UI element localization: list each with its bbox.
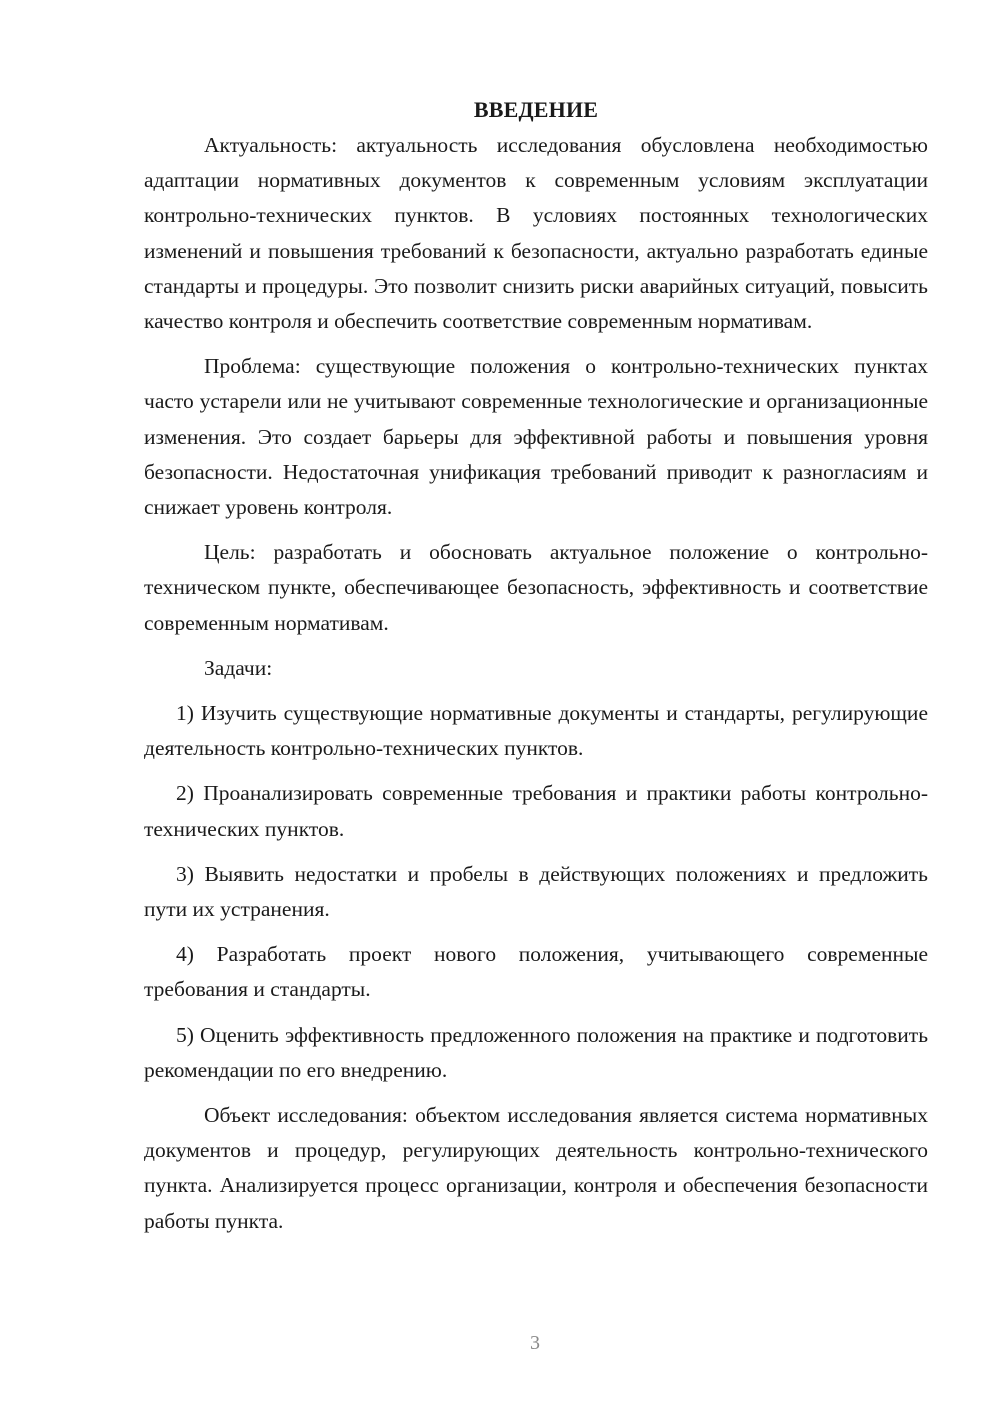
document-page	[144, 92, 928, 1239]
task-item-1: 1) Изучить существующие нормативные документы и стандарты, регулирующие деятельность контрольно-технических пунктов.	[144, 701, 928, 761]
object-paragraph: Объект исследования: объектом исследования является система нормативных документов и процедур, регулирующих деятельность контрольно-технического пункта. Анализируется процесс организации, контроля и обеспечения безопасности работы пункта.	[144, 1103, 928, 1233]
goal-paragraph: Цель: разработать и обосновать актуальное положение о контрольно-техническом пункте, обеспечивающее безопасность, эффективность и соответствие современным нормативам.	[144, 540, 928, 635]
tasks-label: Задачи:	[204, 655, 273, 680]
relevance-paragraph: Актуальность: актуальность исследования обусловлена необходимостью адаптации нормативных документов к современным условиям эксплуатации контрольно-технических пунктов. В условиях постоянных технологических изменений и повышения требований к безопасности, актуально разработать единые стандарты и процедуры. Это позволит снизить риски аварийных ситуаций, повысить качество контроля и обеспечить соответствие современным нормативам.	[144, 133, 928, 334]
page-number: 3	[530, 1332, 540, 1354]
task-item-2: 2) Проанализировать современные требования и практики работы контрольно-технических пунктов.	[144, 781, 928, 841]
section-heading: ВВЕДЕНИЕ	[473, 97, 599, 122]
task-item-5: 5) Оценить эффективность предложенного положения на практике и подготовить рекомендации по его внедрению.	[144, 1022, 928, 1082]
task-item-3: 3) Выявить недостатки и пробелы в действующих положениях и предложить пути их устранения.	[144, 861, 928, 922]
problem-paragraph: Проблема: существующие положения о контрольно-технических пунктах часто устарели или не учитывают современные технологические и организационные изменения. Это создает барьеры для эффективной работы и повышения уровня безопасности. Недостаточная унификация требований приводит к разногласиям и снижает уровень контроля.	[144, 354, 928, 520]
task-item-4: 4) Разработать проект нового положения, учитывающего современные требования и стандарты.	[144, 942, 928, 1002]
